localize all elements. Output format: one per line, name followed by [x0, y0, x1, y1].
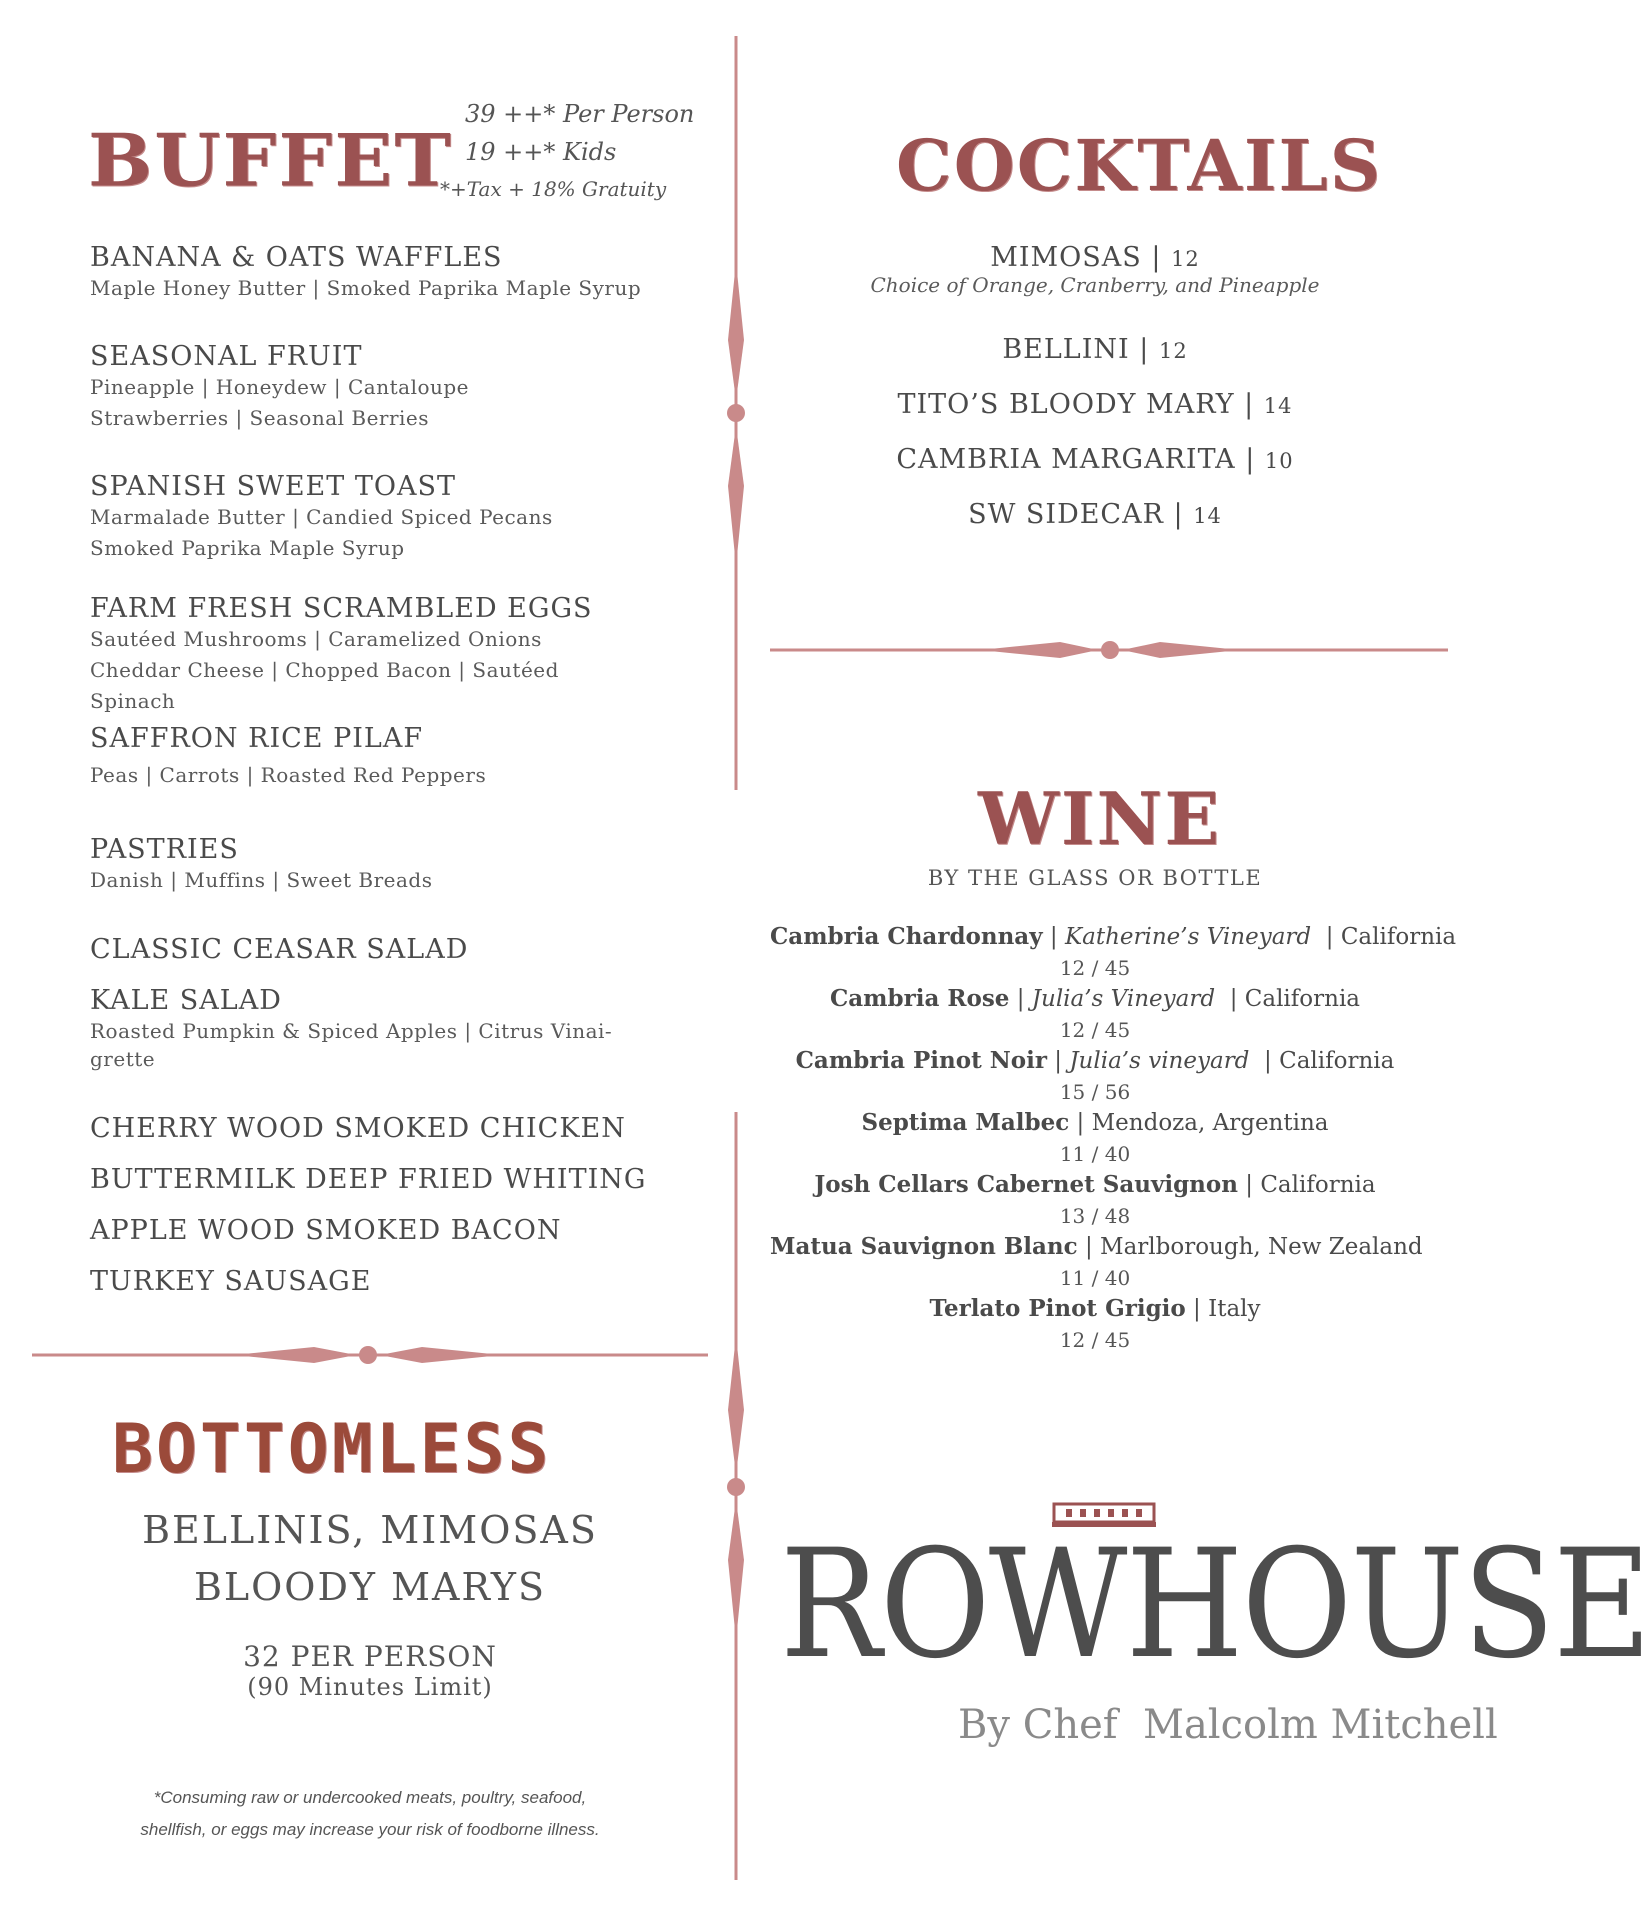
item-desc: Peas | Carrots | Roasted Red Peppers [90, 763, 487, 787]
cocktail-item: BELLINI | 12 [1002, 334, 1188, 365]
item-name: APPLE WOOD SMOKED BACON [90, 1215, 562, 1246]
wine-price: 12 / 45 [1059, 1328, 1131, 1352]
item-desc: Danish | Muffins | Sweet Breads [90, 868, 433, 892]
wine-item: Cambria Chardonnay | Katherine’s Vineyard | California 12 / 45 [770, 922, 1420, 984]
wine-name: Terlato Pinot Grigio [929, 1295, 1186, 1322]
bottomless-title: BOTTOMLESS [112, 1410, 552, 1489]
cocktail-name: BELLINI [1002, 334, 1130, 365]
wine-item: Josh Cellars Cabernet Sauvignon | California 13 / 48 [770, 1170, 1420, 1232]
cocktails-title: COCKTAILS [896, 124, 1383, 207]
item-desc: Smoked Paprika Maple Syrup [90, 536, 405, 560]
item-desc: Marmalade Butter | Candied Spiced Pecans [90, 505, 553, 529]
cocktail-price: 12 [1158, 339, 1188, 363]
cocktail-name: TITO’S BLOODY MARY [897, 389, 1235, 420]
cocktail-price: 14 [1193, 504, 1222, 528]
wine-name: Septima Malbec [861, 1109, 1070, 1136]
item-name: BANANA & OATS WAFFLES [90, 242, 503, 273]
buffet-price-adult: 39 ++* Per Person [465, 100, 695, 128]
item-name: SAFFRON RICE PILAF [90, 723, 424, 754]
wine-region: Marlborough, New Zealand [1100, 1234, 1423, 1260]
logo-byline [958, 1702, 1498, 1748]
item-desc: Sautéed Mushrooms | Caramelized Onions [90, 627, 542, 651]
buffet-title: BUFFET [88, 118, 453, 203]
item-name: TURKEY SAUSAGE [90, 1266, 372, 1297]
wine-region: California [1260, 1172, 1376, 1198]
item-desc: Cheddar Cheese | Chopped Bacon | Sautéed Spinach [90, 658, 559, 713]
wine-region: Mendoza, Argentina [1091, 1110, 1329, 1136]
item-desc: Strawberries | Seasonal Berries [90, 406, 430, 430]
item-name: FARM FRESH SCRAMBLED EGGS [90, 593, 593, 624]
wine-subtitle: BY THE GLASS OR BOTTLE [927, 866, 1263, 890]
item-desc: Pineapple | Honeydew | Cantaloupe [90, 375, 470, 399]
cocktail-name: SW SIDECAR [968, 499, 1164, 530]
wine-vineyard: Julia’s vineyard [1069, 1048, 1250, 1074]
cocktail-sub: Choice of Orange, Cranberry, and Pineapple [870, 273, 1320, 297]
wine-name: Matua Sauvignon Blanc [770, 1233, 1078, 1260]
wine-name: Cambria Rose [829, 985, 1010, 1012]
bottomless-price: 32 PER PERSON [243, 1640, 497, 1673]
buffet-tax-note: *+Tax + 18% Gratuity [440, 177, 667, 201]
wine-name: Cambria Chardonnay [770, 923, 1043, 950]
cocktail-name: CAMBRIA MARGARITA [896, 444, 1236, 475]
item-desc: grette [90, 1047, 156, 1071]
wine-item: Cambria Rose | Julia’s Vineyard | California 12 / 45 [770, 984, 1420, 1046]
wine-region: California [1244, 986, 1361, 1012]
bottomless-line-1: BELLINIS, MIMOSAS [142, 1508, 598, 1552]
rowhouse-logo: ROWHOUSE [780, 1518, 1650, 1692]
cocktail-item: SW SIDECAR | 14 [968, 499, 1222, 530]
wine-price: 13 / 48 [1059, 1204, 1131, 1228]
wine-price: 11 / 40 [1059, 1266, 1131, 1290]
wine-name: Josh Cellars Cabernet Sauvignon [814, 1171, 1238, 1198]
cocktail-item: MIMOSAS | 12 Choice of Orange, Cranberry, and Pineapple [770, 242, 1420, 297]
cocktail-price: 10 [1264, 449, 1294, 473]
item-name: CHERRY WOOD SMOKED CHICKEN [90, 1113, 626, 1144]
wine-item: Cambria Pinot Noir | Julia’s vineyard | California 15 / 56 [770, 1046, 1420, 1108]
bottomless-line-2: BLOODY MARYS [193, 1565, 546, 1609]
bottomless-limit: (90 Minutes Limit) [247, 1673, 493, 1701]
item-name: SEASONAL FRUIT [90, 341, 363, 372]
wine-price: 11 / 40 [1059, 1142, 1131, 1166]
item-desc: Maple Honey Butter | Smoked Paprika Maple Syrup [90, 276, 642, 300]
cocktail-price: 14 [1263, 394, 1293, 418]
item-name: CLASSIC CEASAR SALAD [90, 934, 469, 965]
wine-vineyard: Julia’s Vineyard [1031, 986, 1216, 1012]
wine-item: Matua Sauvignon Blanc | Marlborough, New Zealand 11 / 40 [770, 1232, 1420, 1294]
item-name: PASTRIES [90, 834, 239, 865]
byline-by-chef: By Chef [958, 1702, 1118, 1748]
cocktail-price: 12 [1171, 247, 1200, 271]
disclaimer-line-1: *Consuming raw or undercooked meats, poultry, seafood, [153, 1788, 587, 1807]
item-desc: Roasted Pumpkin & Spiced Apples | Citrus Vinai- [90, 1019, 613, 1043]
byline-chef-name: Malcolm Mitchell [1143, 1702, 1498, 1748]
wine-title: WINE [978, 776, 1222, 861]
wine-region: California [1279, 1048, 1395, 1074]
disclaimer-line-2: shellfish, or eggs may increase your risk of foodborne illness. [140, 1820, 600, 1839]
wine-price: 12 / 45 [1059, 956, 1131, 980]
item-name: SPANISH SWEET TOAST [90, 471, 457, 502]
wine-price: 12 / 45 [1059, 1018, 1131, 1042]
cocktail-item: TITO’S BLOODY MARY | 14 [897, 389, 1293, 420]
wine-vineyard: Katherine’s Vineyard [1064, 924, 1312, 950]
cocktail-name: MIMOSAS [990, 242, 1142, 273]
wine-price: 15 / 56 [1059, 1080, 1131, 1104]
wine-name: Cambria Pinot Noir [795, 1047, 1047, 1074]
wine-region: California [1340, 924, 1457, 950]
item-name: KALE SALAD [90, 985, 282, 1016]
wine-region: Italy [1208, 1296, 1261, 1322]
item-name: BUTTERMILK DEEP FRIED WHITING [90, 1164, 647, 1195]
buffet-price-kids: 19 ++* Kids [465, 138, 617, 166]
wine-item: Terlato Pinot Grigio | Italy 12 / 45 [770, 1294, 1420, 1356]
cocktail-item: CAMBRIA MARGARITA | 10 [896, 444, 1294, 475]
wine-item: Septima Malbec | Mendoza, Argentina 11 / 40 [770, 1108, 1420, 1170]
